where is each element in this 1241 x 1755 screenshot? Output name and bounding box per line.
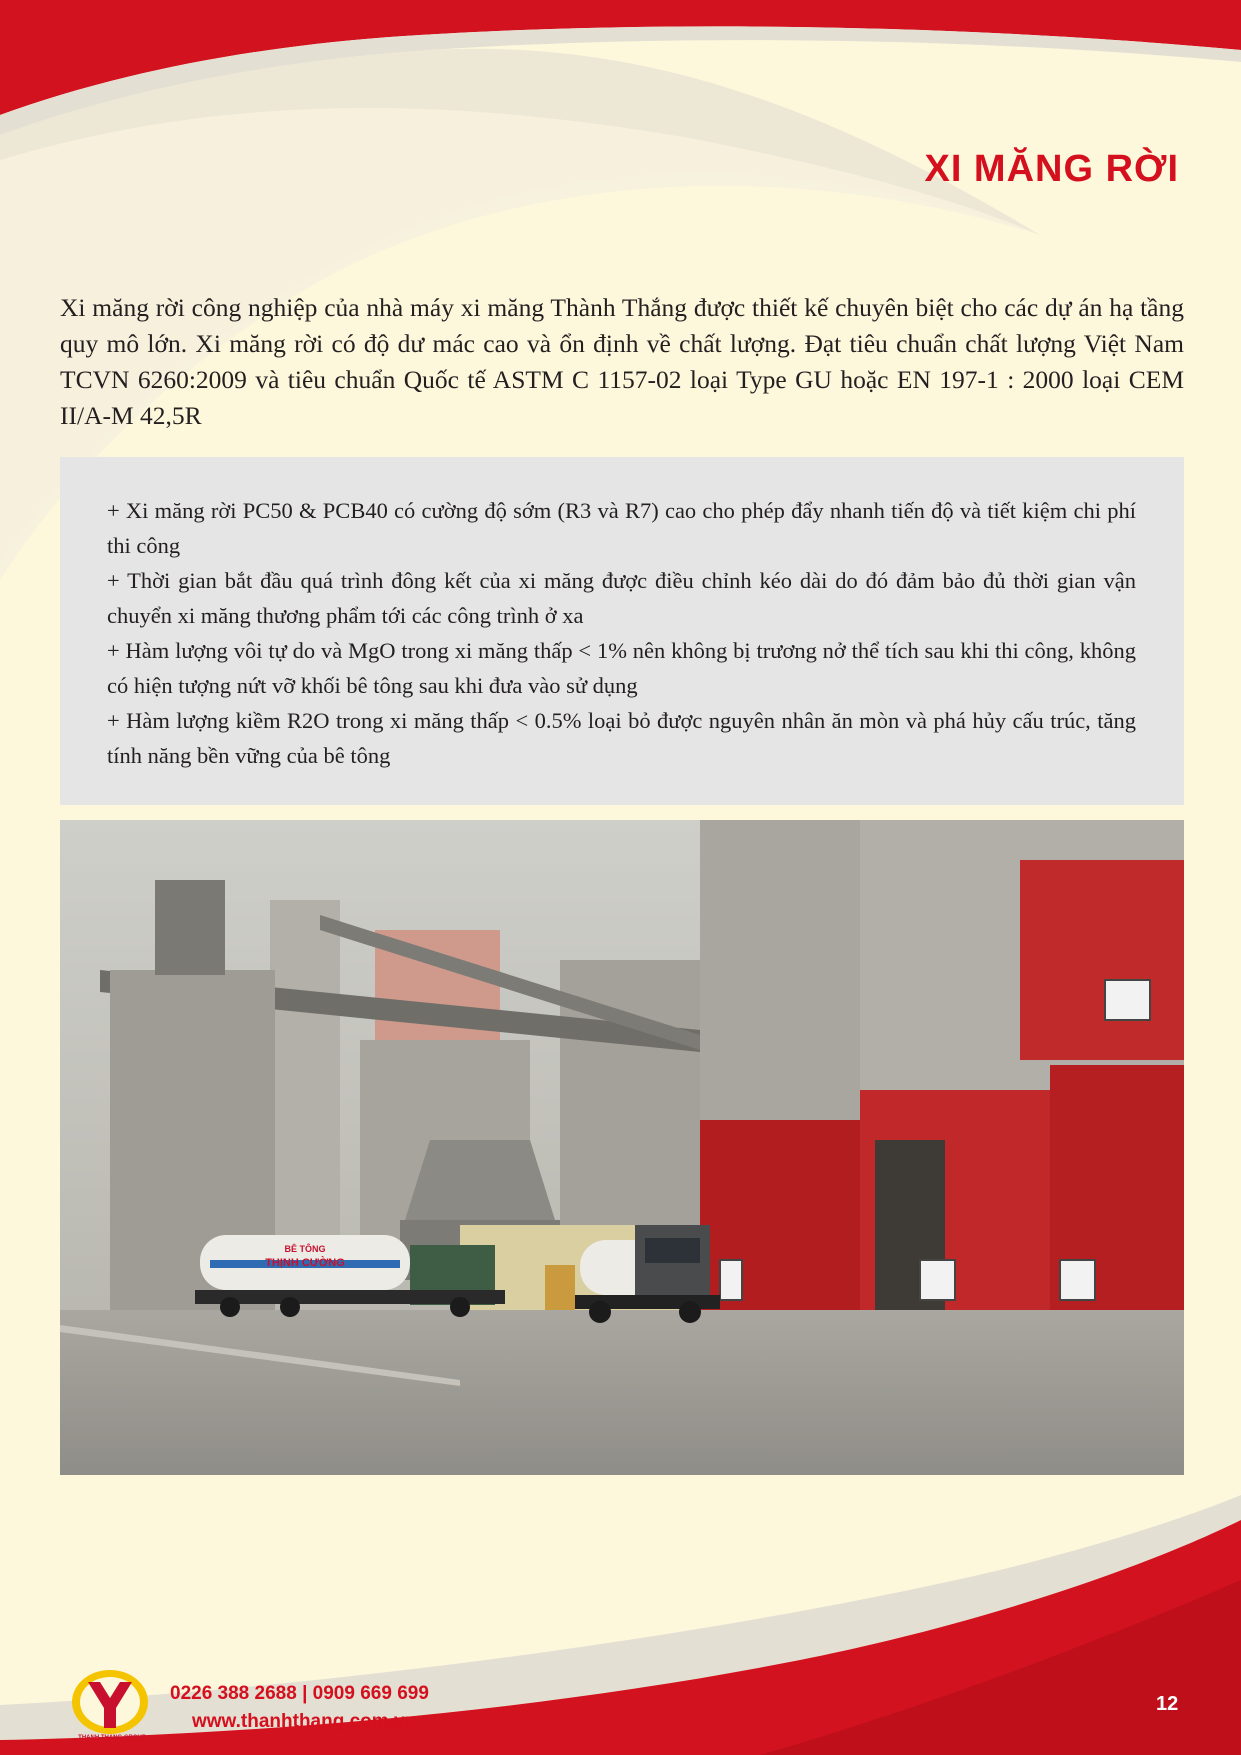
feature-item: + Hàm lượng kiềm R2O trong xi măng thấp < 0.5% loại bỏ được nguyên nhân ăn mòn và phá hủy cấu trúc, tăng tính năng bền vững của bê tông bbox=[107, 708, 1136, 768]
page-title: XI MĂNG RỜI bbox=[924, 148, 1179, 190]
intro-paragraph: Xi măng rời công nghiệp của nhà máy xi măng Thành Thắng được thiết kế chuyên biệt cho các dự án hạ tầng quy mô lớn. Xi măng rời có độ dư mác cao và ổn định về chất lượng. Đạt tiêu chuẩn chất lượng Việt Nam TCVN 6260:2009 và tiêu chuẩn Quốc tế ASTM C 1157-02 loại Type GU hoặc EN 197-1 : 2000 loại CEM II/A-M 42,5R bbox=[60, 293, 1184, 430]
red-building-upper-right bbox=[1020, 860, 1184, 1060]
feature-item: + Thời gian bắt đầu quá trình đông kết của xi măng được điều chỉnh kéo dài do đó đảm bảo đủ thời gian vận chuyển xi măng thương phẩm tới các công trình ở xa bbox=[107, 568, 1136, 628]
window bbox=[1105, 980, 1150, 1020]
window bbox=[1060, 1260, 1095, 1300]
window bbox=[720, 1260, 742, 1300]
features-box bbox=[60, 457, 1184, 805]
cement-plant-photo bbox=[60, 820, 1184, 1475]
ground bbox=[60, 1310, 1184, 1475]
truck-label-1: BÊ TÔNG bbox=[284, 1244, 326, 1254]
logo-text: THANH THANG GROUP bbox=[78, 1735, 146, 1741]
vertical-mill bbox=[405, 1140, 555, 1220]
features-list bbox=[107, 493, 1136, 773]
yellow-door bbox=[545, 1265, 575, 1310]
left-silo-top bbox=[155, 880, 225, 975]
window bbox=[920, 1260, 955, 1300]
feature-item: + Xi măng rời PC50 & PCB40 có cường độ sớm (R3 và R7) cao cho phép đẩy nhanh tiến độ và tiết kiệm chi phí thi công bbox=[107, 498, 1136, 558]
contact-phone[interactable]: 0226 388 2688 | 0909 669 699 bbox=[170, 1683, 429, 1704]
website-link[interactable]: www.thanhthang.com.vn bbox=[192, 1711, 417, 1732]
company-logo-icon bbox=[70, 1668, 150, 1736]
distant-building bbox=[270, 900, 340, 1290]
feature-item: + Hàm lượng vôi tự do và MgO trong xi măng thấp < 1% nên không bị trương nở thể tích sau khi thi công, không có hiện tượng nứt vỡ khối bê tông sau khi đưa vào sử dụng bbox=[107, 638, 1136, 698]
page-number: 12 bbox=[1156, 1693, 1179, 1715]
truck-label-2: THỊNH CƯỜNG bbox=[265, 1257, 345, 1269]
